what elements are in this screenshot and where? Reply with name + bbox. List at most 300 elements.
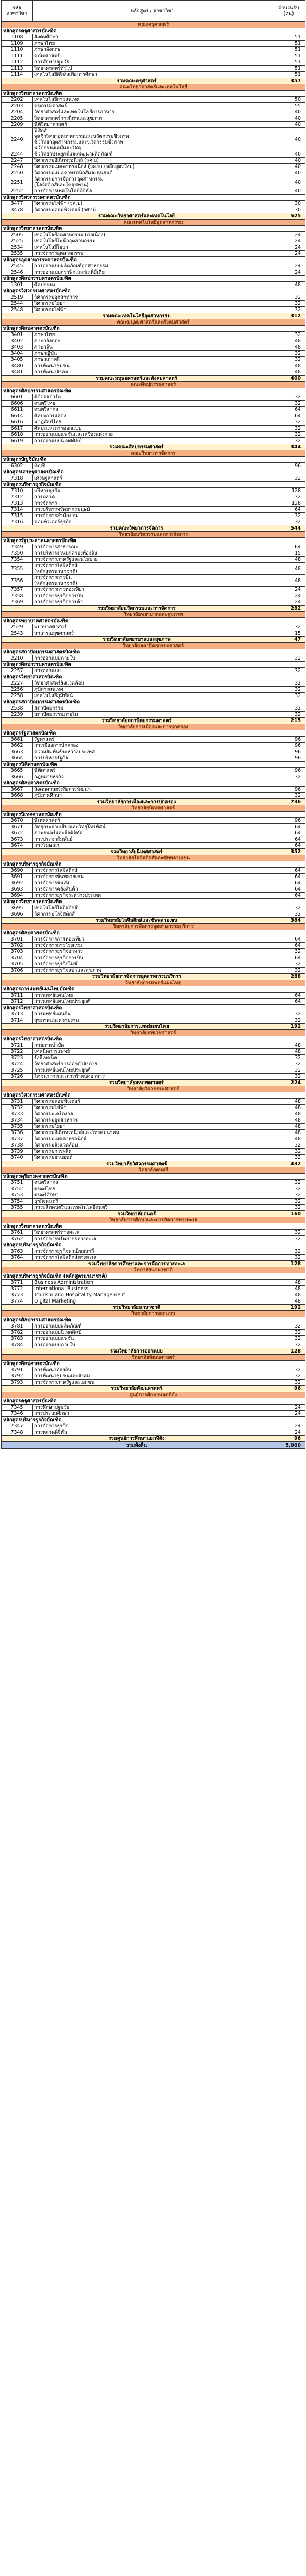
program-name: หลักสูตรบริหารธุรกิจบัณฑิต <box>2 861 305 868</box>
program-code: 2544 <box>2 301 33 307</box>
table-row <box>2 544 305 550</box>
table-row <box>2 687 305 693</box>
seat-count: 32 <box>272 494 305 500</box>
program-title: สถาปัตยกรรม <box>33 705 272 712</box>
program-code: 2203 <box>2 103 33 109</box>
program-code: 3667 <box>2 787 33 793</box>
table-row <box>2 401 305 407</box>
program-title: วิศวกรรมโลจิสติกส์ <box>33 911 272 918</box>
program-name: หลักสูตรศิลปศาสตรบัณฑิต <box>2 1361 305 1367</box>
program-title: การพัฒนาสังคม <box>33 369 272 376</box>
seat-count: 32 <box>272 949 305 955</box>
table-row <box>2 97 305 103</box>
seat-count: 32 <box>272 1067 305 1074</box>
table-row <box>2 793 305 799</box>
seat-count: 32 <box>272 1330 305 1336</box>
program-code: 3755 <box>2 1205 33 1211</box>
program-header-row <box>2 699 305 705</box>
program-name: หลักสูตรรัฐศาสตรบัณฑิต <box>2 730 305 737</box>
program-code: 3480 <box>2 363 33 369</box>
program-title: การจัดการธุรกิจระหว่างประเทศ <box>33 893 272 899</box>
seat-count: 32 <box>272 961 305 968</box>
seat-count: 24 <box>272 251 305 257</box>
program-code: 3702 <box>2 943 33 949</box>
program-title: การจัดการภาครัฐและนโยบาย <box>33 557 272 563</box>
seat-count: 24 <box>272 238 305 244</box>
program-code: 3793 <box>2 1380 33 1386</box>
program-title: วิศวกรรมอิเล็กทรอนิกส์ (วศ.บ) <box>33 158 272 164</box>
seat-count: 64 <box>272 999 305 1005</box>
table-row <box>2 47 305 53</box>
table-row <box>2 1367 305 1373</box>
program-name: หลักสูตรพยาบาลศาสตรบัณฑิต <box>2 618 305 624</box>
table-row <box>2 41 305 47</box>
seat-count: 32 <box>272 793 305 799</box>
program-name: หลักสูตรวิศวกรรมศาสตรบัณฑิต <box>2 1092 305 1099</box>
table-row <box>2 176 305 188</box>
table-row <box>2 1011 305 1017</box>
table-row <box>2 936 305 943</box>
faculty-name: วิทยาลัยการออกแบบ <box>2 1311 305 1317</box>
seat-count: 64 <box>272 955 305 961</box>
header-seat-count: จำนวนรับ (คน) <box>272 1 305 22</box>
table-row <box>2 1236 305 1242</box>
seat-count: 64 <box>272 544 305 550</box>
program-code: 3671 <box>2 824 33 830</box>
program-title: โภชนาการและการกำหนดอาหาร <box>33 1074 272 1080</box>
table-row <box>2 1055 305 1061</box>
seat-count: 64 <box>272 507 305 513</box>
program-title: พยาบาลศาสตร์ <box>33 624 272 630</box>
program-code: 3661 <box>2 737 33 743</box>
seat-count: 24 <box>272 244 305 251</box>
subtotal-label: รวมวิทยาลัยพยาบาลและสุขภาพ <box>2 637 272 643</box>
subtotal-count: 352 <box>272 849 305 855</box>
subtotal-count: 400 <box>272 376 305 382</box>
seat-count: 40 <box>272 164 305 170</box>
program-code: 3711 <box>2 993 33 999</box>
program-header-row <box>2 457 305 463</box>
program-code: 2535 <box>2 251 33 257</box>
table-row <box>2 394 305 401</box>
program-code: 3772 <box>2 1286 33 1292</box>
subtotal-count: 357 <box>272 78 305 84</box>
table-row <box>2 1405 305 1411</box>
program-name: หลักสูตรนิเทศศาสตรบัณฑิต <box>2 812 305 818</box>
table-row <box>2 668 305 674</box>
program-code: 2239 <box>2 712 33 718</box>
program-code: 2244 <box>2 151 33 158</box>
seat-count: 128 <box>272 488 305 494</box>
program-title: ความสัมพันธ์ระหว่างประเทศ <box>33 749 272 755</box>
table-row <box>2 232 305 238</box>
program-title: วิศวกรรมเมคคาทรอนิกส์ <box>33 1136 272 1142</box>
faculty-name: วิทยาลัยพัฒนศาสตร์ <box>2 1355 305 1361</box>
program-title: วิศวกรรมแมคคาทรอนิกส์และหุ่นยนต์ <box>33 170 272 176</box>
program-code: 2204 <box>2 109 33 115</box>
faculty-name: วิทยาลัยดนตรี <box>2 1167 305 1174</box>
admission-quota-table <box>1 0 305 1449</box>
table-row <box>2 151 305 158</box>
program-title: นาฏศิลป์ไทย <box>33 419 272 426</box>
faculty-header-row <box>2 450 305 457</box>
program-code: 3664 <box>2 755 33 762</box>
subtotal-count: 224 <box>272 1080 305 1086</box>
table-row <box>2 307 305 313</box>
seat-count: 32 <box>272 419 305 426</box>
seat-count: 64 <box>272 993 305 999</box>
program-title: การบริหารรัฐกิจ <box>33 755 272 762</box>
subtotal-row <box>2 1305 305 1311</box>
program-title: การจัดการทรัพยากรทางทะเล <box>33 1236 272 1242</box>
seat-count: 96 <box>272 463 305 469</box>
table-row <box>2 624 305 630</box>
seat-count: 32 <box>272 705 305 712</box>
program-code: 3784 <box>2 1342 33 1348</box>
seat-count: 64 <box>272 843 305 849</box>
program-code: 3713 <box>2 1011 33 1017</box>
program-name: หลักสูตรครุศาสตรบัณฑิต <box>2 28 305 34</box>
faculty-name: วิทยาลัยพยาบาลและสุขภาพ <box>2 612 305 618</box>
subtotal-label: รวมวิทยาลัยดนตรี <box>2 1211 272 1217</box>
program-header-row <box>2 812 305 818</box>
table-row <box>2 593 305 599</box>
program-header-row <box>2 1036 305 1042</box>
subtotal-row <box>2 1348 305 1355</box>
program-title: นิติวิทยาศาสตร์ <box>33 122 272 128</box>
program-code: 6619 <box>2 438 33 444</box>
program-name: หลักสูตรศิลปกรรมศาสตรบัณฑิต <box>2 662 305 668</box>
faculty-name: คณะครุศาสตร์ <box>2 22 305 28</box>
program-code: 3740 <box>2 1155 33 1161</box>
program-title: วิทยาศาสตร์และเทคโนโลยีการอาหาร <box>33 109 272 115</box>
program-code: 3763 <box>2 1248 33 1255</box>
program-code: 3754 <box>2 1199 33 1205</box>
program-header-row <box>2 1174 305 1180</box>
program-code: 7345 <box>2 1405 33 1411</box>
subtotal-count: 432 <box>272 1161 305 1167</box>
subtotal-count: 215 <box>272 718 305 724</box>
program-title: วิศวกรรมคอมพิวเตอร์ (วศ.บ) <box>33 207 272 213</box>
program-title: การจัดการสำนักงาน <box>33 513 272 519</box>
seat-count: 24 <box>272 593 305 599</box>
program-name: หลักสูตรสถาปัตยกรรมศาสตรบัณฑิต <box>2 649 305 655</box>
subtotal-row <box>2 1024 305 1030</box>
program-code: 3696 <box>2 911 33 918</box>
program-code: 3761 <box>2 1230 33 1236</box>
seat-count: 32 <box>272 1323 305 1330</box>
program-title: การออกแบบแฟชั่น <box>33 1336 272 1342</box>
program-code: 3726 <box>2 1074 33 1080</box>
seat-count: 24 <box>272 232 305 238</box>
program-code: 3751 <box>2 1180 33 1186</box>
subtotal-row <box>2 78 305 84</box>
seat-count: 24 <box>272 1411 305 1417</box>
subtotal-row <box>2 1080 305 1086</box>
subtotal-count: 96 <box>272 1436 305 1442</box>
program-header-row <box>2 195 305 201</box>
table-row <box>2 500 305 507</box>
table-row <box>2 244 305 251</box>
program-code: 3733 <box>2 1111 33 1117</box>
program-title: การออกแบบภายใน <box>33 655 272 662</box>
program-title: การจัดการการท่องเที่ยว <box>33 936 272 943</box>
program-title: เทคนิคการแพทย์ <box>33 1049 272 1055</box>
program-code: 3703 <box>2 949 33 955</box>
seat-count: 32 <box>272 624 305 630</box>
program-code: 1108 <box>2 34 33 41</box>
seat-count: 96 <box>272 787 305 793</box>
subtotal-row <box>2 718 305 724</box>
seat-count: 64 <box>272 874 305 880</box>
program-header-row <box>2 388 305 394</box>
seat-count: 32 <box>272 693 305 699</box>
table-row <box>2 1111 305 1117</box>
program-code: 2240 <box>2 128 33 151</box>
table-row <box>2 1155 305 1161</box>
table-row <box>2 818 305 824</box>
faculty-header-row <box>2 924 305 930</box>
program-name: หลักสูตรสถาปัตยกรรมศาสตรบัณฑิต <box>2 699 305 705</box>
program-title: การจัดการธุรกิจไมซ์ <box>33 961 272 968</box>
subtotal-row <box>2 525 305 532</box>
program-code: 3762 <box>2 1236 33 1242</box>
program-title: การจัดการภาครัฐและเอกชน <box>33 1380 272 1386</box>
program-title: การจัดการธุรกิจพาณิชยนาวี <box>33 1248 272 1255</box>
program-title: การศึกษาปฐมวัย <box>33 59 272 66</box>
program-code: 3672 <box>2 830 33 836</box>
table-row <box>2 513 305 519</box>
header-program-name: หลักสูตร / สาขาวิชา <box>33 1 272 22</box>
table-row <box>2 438 305 444</box>
program-title: การออกแบบผลิตภัณฑ์ <box>33 1323 272 1330</box>
program-code: 2546 <box>2 269 33 276</box>
program-title: สถาปัตยกรรมภายใน <box>33 712 272 718</box>
program-code: 3481 <box>2 369 33 376</box>
program-code: 3712 <box>2 999 33 1005</box>
subtotal-label: รวมวิทยาลัยการแพทย์แผนไทย <box>2 1024 272 1030</box>
program-name: หลักสูตรวิทยาศาสตรบัณฑิต <box>2 226 305 232</box>
subtotal-row <box>2 313 305 319</box>
program-code: 3782 <box>2 1330 33 1336</box>
table-row <box>2 1230 305 1236</box>
subtotal-label: รวมวิทยาลัยการออกแบบ <box>2 1348 272 1355</box>
seat-count: 32 <box>272 301 305 307</box>
program-code: 3478 <box>2 207 33 213</box>
program-code: 6606 <box>2 401 33 407</box>
program-code: 2257 <box>2 668 33 674</box>
program-code: 3690 <box>2 868 33 874</box>
subtotal-count: 160 <box>272 1211 305 1217</box>
program-header-row <box>2 257 305 263</box>
faculty-name: คณะมนุษยศาสตร์และสังคมศาสตร์ <box>2 319 305 326</box>
seat-count: 32 <box>272 475 305 482</box>
seat-count: 32 <box>272 307 305 313</box>
faculty-name: วิทยาลัยสถาปัตยกรรมศาสตร์ <box>2 643 305 649</box>
seat-count: 32 <box>272 1205 305 1211</box>
seat-count: 32 <box>272 668 305 674</box>
seat-count: 30 <box>272 201 305 207</box>
subtotal-row <box>2 444 305 450</box>
program-code: 2258 <box>2 693 33 699</box>
seat-count: 24 <box>272 1405 305 1411</box>
program-title: การตลาด <box>33 494 272 500</box>
program-header-row <box>2 674 305 680</box>
program-code: 3668 <box>2 793 33 799</box>
program-title: เทคโนโลยีโยธา <box>33 244 272 251</box>
table-row <box>2 1074 305 1080</box>
program-code: 2545 <box>2 263 33 269</box>
table-row <box>2 432 305 438</box>
program-code: 2256 <box>2 687 33 693</box>
table-row <box>2 1373 305 1380</box>
program-title: รังสีเทคนิค <box>33 1055 272 1061</box>
seat-count: 50 <box>272 97 305 103</box>
program-title: การจัดการโลจิสติกส์ (หลักสูตรนานาชาติ) <box>33 563 272 575</box>
program-title: การจัดการเทคโนโลยีดิจิทัล <box>33 188 272 195</box>
table-row <box>2 301 305 307</box>
program-title: วิทยาศาสตร์ทั่วไป <box>33 66 272 72</box>
program-title: วิทยาศาสตร์สิ่งแวดล้อม <box>33 680 272 687</box>
subtotal-label: รวมวิทยาลัยสถาปัตยกรรมศาสตร์ <box>2 718 272 724</box>
program-title: การจัดการการโรงแรม <box>33 943 272 949</box>
subtotal-row <box>2 1211 305 1217</box>
program-title: การจัดการคลังสินค้า <box>33 886 272 893</box>
faculty-name: คณะวิทยาศาสตร์และเทคโนโลยี <box>2 84 305 91</box>
seat-count: 48 <box>272 338 305 344</box>
program-code: 3737 <box>2 1136 33 1142</box>
subtotal-row <box>2 213 305 220</box>
table-row <box>2 943 305 949</box>
program-code: 7314 <box>2 507 33 513</box>
program-title: การประถมศึกษา <box>33 1411 272 1417</box>
program-code: 1301 <box>2 282 33 288</box>
program-title: ธุรกิจดนตรี <box>33 1199 272 1205</box>
subtotal-row <box>2 606 305 612</box>
seat-count: 32 <box>272 1186 305 1192</box>
subtotal-label: รวมวิทยาลัยโลจิสติกส์และซัพพลายเชน <box>2 918 272 924</box>
table-row <box>2 282 305 288</box>
table-row <box>2 557 305 563</box>
program-title: ศิลปะและการออกแบบ <box>33 426 272 432</box>
seat-count: 40 <box>272 115 305 122</box>
faculty-header-row <box>2 532 305 538</box>
table-row <box>2 955 305 961</box>
subtotal-label: รวมคณะเทคโนโลยีอุตสาหกรรม <box>2 313 272 319</box>
seat-count: 24 <box>272 269 305 276</box>
program-name: หลักสูตรวิทยาศาสตรบัณฑิต <box>2 91 305 97</box>
program-title: การออกแบบ <box>33 668 272 674</box>
program-code: 3701 <box>2 936 33 943</box>
table-row <box>2 72 305 78</box>
seat-count: 24 <box>272 263 305 269</box>
seat-count: 64 <box>272 830 305 836</box>
seat-count: 48 <box>272 1292 305 1298</box>
program-code: 7349 <box>2 544 33 550</box>
seat-count: 96 <box>272 818 305 824</box>
seat-count: 32 <box>272 1180 305 1186</box>
seat-count: 32 <box>272 712 305 718</box>
table-row <box>2 1142 305 1149</box>
table-row <box>2 53 305 59</box>
seat-count: 51 <box>272 34 305 41</box>
program-title: รัฐศาสตร์ <box>33 737 272 743</box>
program-code: 3724 <box>2 1061 33 1067</box>
faculty-header-row <box>2 22 305 28</box>
table-row <box>2 961 305 968</box>
faculty-header-row <box>2 1355 305 1361</box>
program-code: 3732 <box>2 1105 33 1111</box>
table-row <box>2 774 305 780</box>
program-title: การจัดการธุรกิจ <box>33 1423 272 1429</box>
program-title: การพัฒนาชุมชนและสังคม <box>33 1373 272 1380</box>
faculty-header-row <box>2 84 305 91</box>
seat-count: 32 <box>272 438 305 444</box>
subtotal-label: รวมวิทยาลัยวิศวกรรมศาสตร์ <box>2 1161 272 1167</box>
seat-count: 32 <box>272 426 305 432</box>
program-header-row <box>2 538 305 544</box>
program-title: การแพทย์แผนไทยประยุกต์ <box>33 999 272 1005</box>
subtotal-label: รวมคณะวิทยาศาสตร์และเทคโนโลยี <box>2 213 272 220</box>
program-title: การจัดการสาธารณะ <box>33 544 272 550</box>
seat-count: 32 <box>272 911 305 918</box>
faculty-header-row <box>2 612 305 618</box>
program-name: หลักสูตรวิทยาศาสตรบัณฑิต <box>2 1036 305 1042</box>
subtotal-count: 192 <box>272 1305 305 1311</box>
program-title: การจัดการซัพพลายเชน <box>33 874 272 880</box>
program-title: ภาษาจีน <box>33 344 272 351</box>
program-name: หลักสูตรศิลปศาสตรบัณฑิต <box>2 930 305 936</box>
program-code: 1114 <box>2 72 33 78</box>
table-row <box>2 351 305 357</box>
program-title: การจัดการโลจิสติกส์ทางทะเล <box>33 1255 272 1261</box>
program-title: ภาษาไทย <box>33 332 272 338</box>
seat-count: 32 <box>272 401 305 407</box>
program-code: 7318 <box>2 475 33 482</box>
program-code: 2505 <box>2 232 33 238</box>
program-code: 6618 <box>2 432 33 438</box>
table-header-row <box>2 1 305 22</box>
subtotal-row <box>2 637 305 643</box>
program-header-row <box>2 1317 305 1323</box>
table-row <box>2 693 305 699</box>
table-row <box>2 880 305 886</box>
program-title: เทคโนโลยีภูมิทัศน์ <box>33 693 272 699</box>
subtotal-label: รวมคณะศิลปกรรมศาสตร์ <box>2 444 272 450</box>
table-row <box>2 705 305 712</box>
program-header-row <box>2 482 305 488</box>
program-title: Business Administration <box>33 1280 272 1286</box>
program-code: 3694 <box>2 893 33 899</box>
program-title: ดิจิตอลอาร์ต <box>33 394 272 401</box>
table-row <box>2 905 305 911</box>
program-title: วิทยุกระจายเสียงและวิทยุโทรทัศน์ <box>33 824 272 830</box>
program-header-row <box>2 618 305 624</box>
program-code: 3783 <box>2 1336 33 1342</box>
program-title: การโฆษณา <box>33 843 272 849</box>
program-title: ศิลปะการแสดง <box>33 413 272 419</box>
program-code: 3404 <box>2 351 33 357</box>
program-header-row <box>2 930 305 936</box>
program-code: 2209 <box>2 122 33 128</box>
program-code: 2529 <box>2 624 33 630</box>
program-code: 3774 <box>2 1298 33 1305</box>
program-code: 2205 <box>2 115 33 122</box>
seat-count: 96 <box>272 755 305 762</box>
program-name: หลักสูตรครุศาสตรบัณฑิต <box>2 1398 305 1405</box>
program-title: วิศวกรรมไฟฟ้า <box>33 1105 272 1111</box>
program-title: วิศวกรรมเครื่องกล <box>33 1111 272 1117</box>
